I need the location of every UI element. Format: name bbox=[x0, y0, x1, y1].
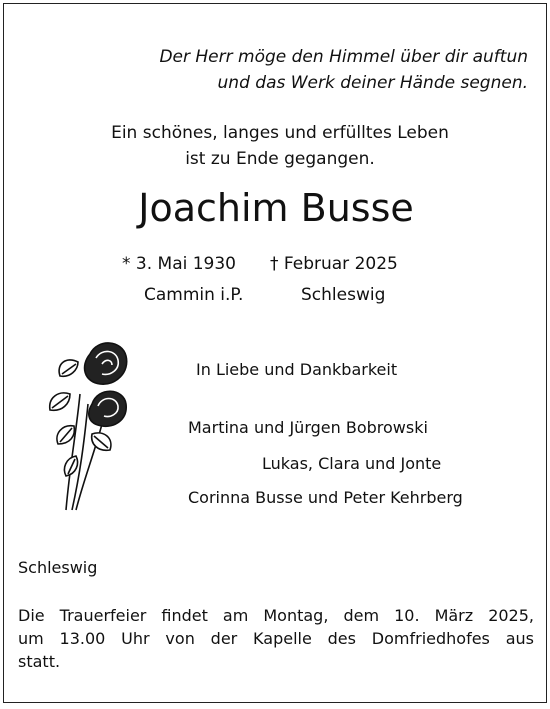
location: Schleswig bbox=[18, 558, 98, 577]
death-place: Schleswig bbox=[301, 285, 386, 305]
birth-place: Cammin i.P. bbox=[144, 285, 244, 305]
death-date: † Februar 2025 bbox=[270, 254, 398, 274]
verse-line-2: und das Werk deiner Hände segnen. bbox=[217, 73, 528, 93]
mourner-line-3: Corinna Busse und Peter Kehrberg bbox=[188, 488, 463, 507]
birth-date: * 3. Mai 1930 bbox=[122, 254, 237, 274]
service-line-3: statt. bbox=[18, 652, 61, 671]
obituary-notice bbox=[3, 3, 547, 703]
funeral-service-info bbox=[18, 604, 534, 673]
mourner-line-2: Lukas, Clara und Jonte bbox=[262, 454, 442, 473]
verse-line-1: Der Herr möge den Himmel über dir auftun bbox=[159, 47, 528, 67]
bible-verse bbox=[159, 44, 528, 96]
mourners-heading: In Liebe und Dankbarkeit bbox=[196, 360, 398, 379]
service-line-1: Die Trauerfeier findet am Montag, dem 10. März 2025, bbox=[18, 606, 534, 625]
service-line-2: um 13.00 Uhr von der Kapelle des Domfriedhofes aus bbox=[18, 629, 534, 648]
intro-text bbox=[4, 120, 550, 172]
intro-line-1: Ein schönes, langes und erfülltes Leben bbox=[111, 123, 449, 143]
rose-icon bbox=[40, 334, 136, 514]
intro-line-2: ist zu Ende gegangen. bbox=[185, 149, 375, 169]
mourner-line-1: Martina und Jürgen Bobrowski bbox=[188, 418, 428, 437]
deceased-name: Joachim Busse bbox=[138, 186, 414, 230]
